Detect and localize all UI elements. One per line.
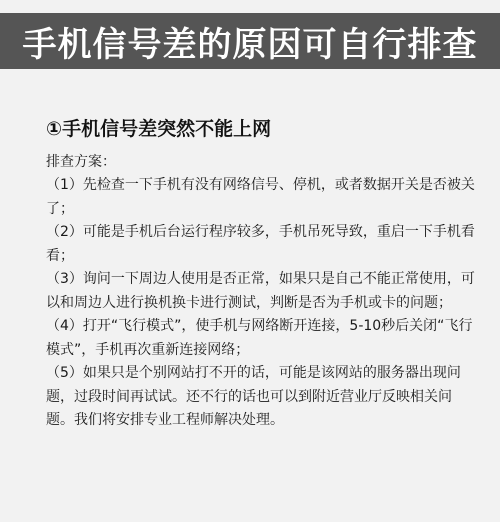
plan-step: （5）如果只是个别网站打不开的话，可能是该网站的服务器出现问题，过段时间再试试。还不行的话也可以到附近营业厅反映相关问题。我们将安排专业工程师解决处理。 — [46, 365, 461, 428]
plan-step: （3）询问一下周边人使用是否正常，如果只是自己不能正常使用，可以和周边人进行换机换卡进行测试，判断是否为手机或卡的问题； — [46, 271, 475, 311]
troubleshooting-plan — [46, 150, 476, 433]
banner-title: 手机信号差的原因可自行排查 — [22, 24, 478, 65]
plan-step: （4）打开“飞行模式”，使手机与网络断开连接，5-10秒后关闭“飞行模式”，手机再次重新连接网络； — [46, 318, 473, 358]
plan-step: （2）可能是手机后台运行程序较多，手机吊死导致，重启一下手机看看； — [46, 224, 475, 264]
plan-label: 排查方案： — [46, 154, 116, 170]
plan-step: （1）先检查一下手机有没有网络信号、停机，或者数据开关是否被关了； — [46, 177, 475, 217]
section-title: ①手机信号差突然不能上网 — [46, 118, 272, 140]
header-banner — [0, 13, 500, 69]
